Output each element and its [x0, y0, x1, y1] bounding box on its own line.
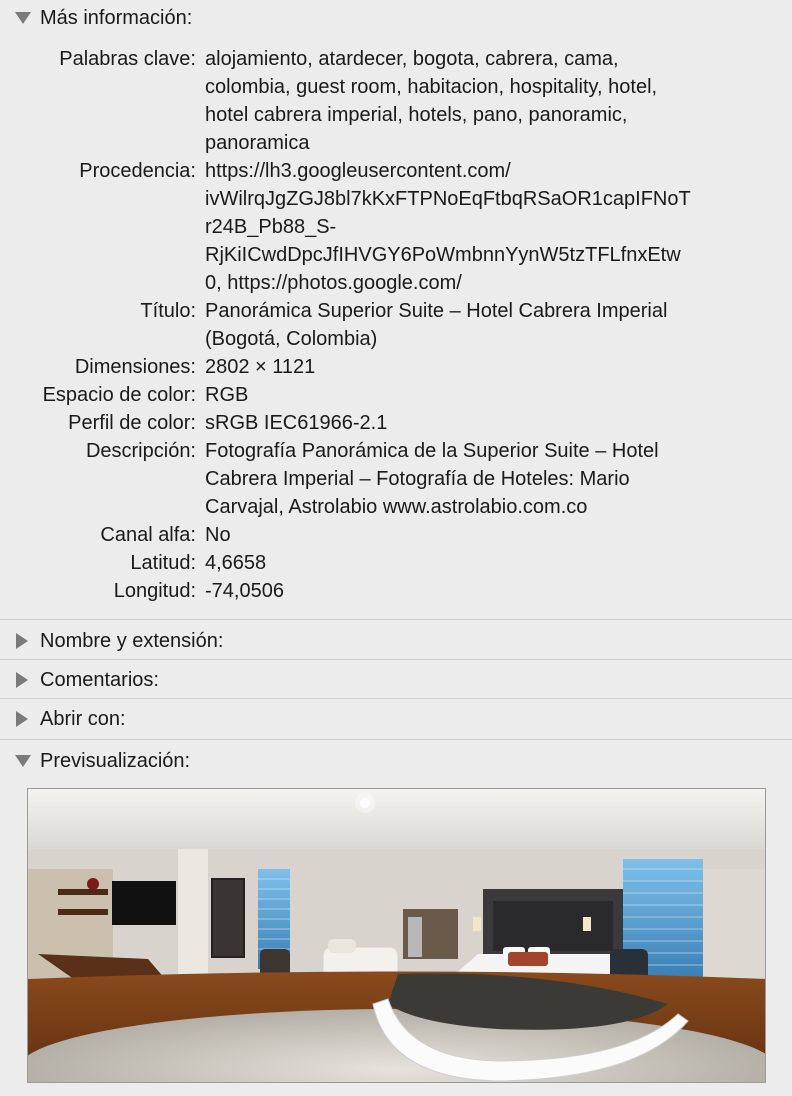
field-label: Descripción:: [85, 440, 196, 462]
section-mas-informacion[interactable]: [0, 4, 792, 32]
field-label: Título:: [140, 300, 196, 322]
field-label: Palabras clave:: [59, 48, 196, 70]
disclosure-triangle-down-icon[interactable]: [0, 11, 40, 25]
field-value: 2802 × 1121: [205, 356, 316, 378]
row-procedencia: [0, 157, 792, 297]
row-canal-alfa: [0, 521, 792, 549]
disclosure-triangle-right-icon[interactable]: [0, 672, 40, 688]
field-value: No: [205, 524, 231, 546]
field-value: RGB: [205, 384, 249, 406]
field-value: [205, 297, 765, 353]
value-line: (Bogotá, Colombia): [205, 328, 378, 350]
value-line: hotel cabrera imperial, hotels, pano, panoramic,: [205, 104, 628, 126]
disclosure-triangle-down-icon[interactable]: [0, 754, 40, 768]
section-title: Previsualización:: [40, 749, 191, 772]
field-label: Procedencia:: [79, 160, 196, 182]
section-title: Abrir con:: [40, 707, 126, 730]
section-previsualizacion[interactable]: [0, 747, 792, 775]
row-descripcion: [0, 437, 792, 521]
row-perfil-color: [0, 409, 792, 437]
value-line: RjKiICwdDpcJfIHVGY6PoWmbnnYynW5tzTFLfnxEtw: [205, 244, 681, 266]
field-label: Perfil de color:: [68, 412, 196, 434]
field-value: 4,6658: [205, 552, 267, 574]
section-title: Comentarios:: [40, 668, 159, 691]
value-line: Carvajal, Astrolabio www.astrolabio.com.co: [205, 496, 588, 518]
disclosure-triangle-right-icon[interactable]: [0, 711, 40, 727]
field-label: Latitud:: [130, 552, 196, 574]
value-line: Fotografía Panorámica de la Superior Suite – Hotel: [205, 440, 659, 462]
field-label: Dimensiones:: [74, 356, 196, 378]
section-comentarios[interactable]: [0, 666, 792, 694]
section-title: Más información:: [40, 6, 193, 29]
panorama-preview-image[interactable]: [27, 788, 766, 1083]
value-line: Cabrera Imperial – Fotografía de Hoteles: Mario: [205, 468, 630, 490]
field-label: Canal alfa:: [100, 524, 196, 546]
row-dimensiones: [0, 353, 792, 381]
section-abrir-con[interactable]: [0, 705, 792, 733]
value-line: 0, https://photos.google.com/: [205, 272, 462, 294]
divider: [0, 698, 792, 699]
row-titulo: [0, 297, 792, 353]
divider: [0, 659, 792, 660]
value-line: Panorámica Superior Suite – Hotel Cabrera Imperial: [205, 300, 668, 322]
divider: [0, 619, 792, 620]
row-latitud: [0, 549, 792, 577]
value-line: alojamiento, atardecer, bogota, cabrera, cama,: [205, 48, 619, 70]
value-line: ivWilrqJgZGJ8bl7kKxFTPNoEqFtbqRSaOR1capIFNoT: [205, 188, 691, 210]
section-title: Nombre y extensión:: [40, 629, 224, 652]
disclosure-triangle-right-icon[interactable]: [0, 633, 40, 649]
field-value: -74,0506: [205, 580, 284, 602]
value-line: https://lh3.googleusercontent.com/: [205, 160, 511, 182]
value-line: r24B_Pb88_S-: [205, 216, 337, 238]
value-line: panoramica: [205, 132, 310, 154]
field-value: sRGB IEC61966-2.1: [205, 412, 388, 434]
field-value: [205, 437, 765, 521]
divider: [0, 739, 792, 740]
row-longitud: [0, 577, 792, 605]
field-label: Espacio de color:: [42, 384, 196, 406]
field-label: Longitud:: [113, 580, 196, 602]
field-value: [205, 157, 765, 297]
row-espacio-color: [0, 381, 792, 409]
section-nombre-extension[interactable]: [0, 627, 792, 655]
field-value: [205, 45, 765, 157]
value-line: colombia, guest room, habitacion, hospitality, hotel,: [205, 76, 658, 98]
row-palabras-clave: [0, 45, 792, 157]
